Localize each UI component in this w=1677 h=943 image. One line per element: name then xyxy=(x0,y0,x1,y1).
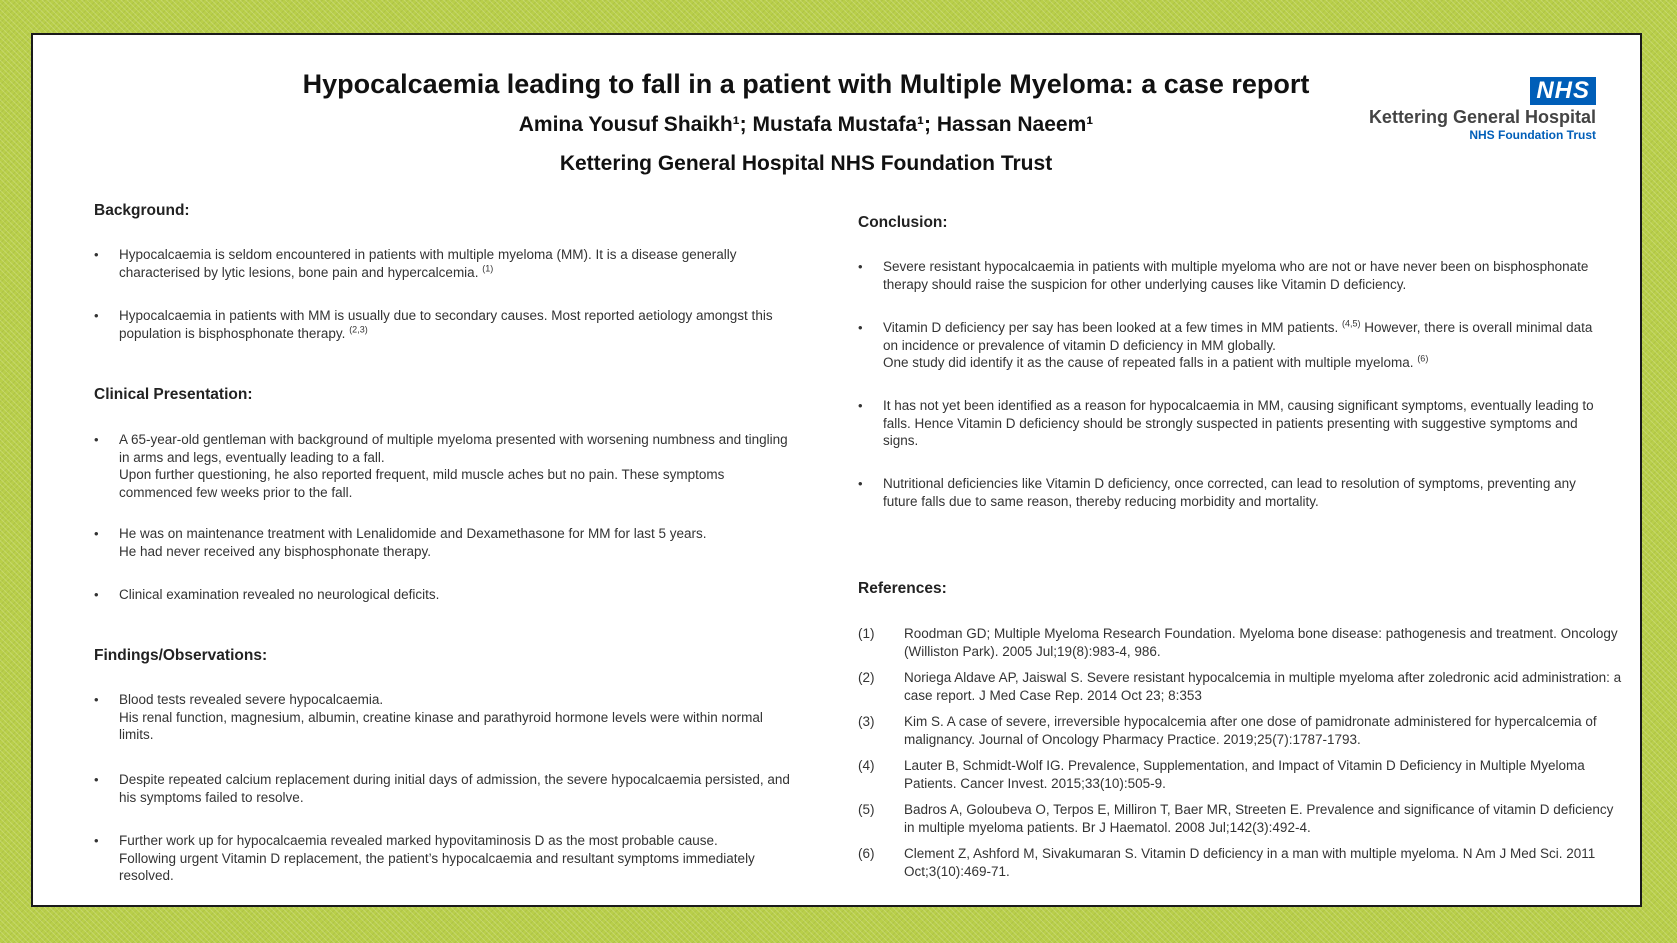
clinical-bullet: • Clinical examination revealed no neurological deficits. xyxy=(94,586,797,604)
background-bullet: • Hypocalcaemia is seldom encountered in patients with multiple myeloma (MM). It is a disease generally characterised by lytic lesions, bone pain and hypercalcemia. $^{(1)}$ xyxy=(94,246,797,281)
clinical-bullet: • He was on maintenance treatment with Lenalidomide and Dexamethasone for MM for last 5 years. He had never received any bisphosphonate therapy. xyxy=(94,525,797,560)
logo-trust-name: NHS Foundation Trust xyxy=(1469,128,1596,142)
clinical-heading: Clinical Presentation: xyxy=(94,386,253,403)
logo-org-name: Kettering General Hospital xyxy=(1368,107,1596,127)
poster-title: Hypocalcaemia leading to fall in a patient with Multiple Myeloma: a case report xyxy=(302,69,1310,99)
reference-item: (2) Noriega Aldave AP, Jaiswal S. Severe resistant hypocalcemia in multiple myeloma after zoledronic acid administration: a case report. J Med Case Rep. 2014 Oct 23; 8:353 xyxy=(858,670,1622,703)
reference-item: (6) Clement Z, Ashford M, Sivakumaran S. Vitamin D deficiency in a man with multiple myeloma. N Am J Med Sci. 2011 Oct;3(10):469-71. xyxy=(858,846,1596,879)
reference-item: (3) Kim S. A case of severe, irreversible hypocalcemia after one dose of pamidronate administered for hypercalcemia of malignancy. Journal of Oncology Pharmacy Practice. 2019;25(7):1787-1793. xyxy=(858,714,1597,747)
nhs-logo-mark: NHS xyxy=(1530,77,1596,105)
references-heading: References: xyxy=(858,580,947,597)
findings-bullet: • Blood tests revealed severe hypocalcaemia. His renal function, magnesium, albumin, creatine kinase and parathyroid hormone levels were within normal limits. xyxy=(94,691,797,744)
conclusion-bullet: • It has not yet been identified as a reason for hypocalcaemia in MM, causing significant symptoms, eventually leading to falls. Hence Vitamin D deficiency should be strongly suspected in patients presenting with suggestive symptoms and signs. xyxy=(858,397,1603,450)
nhs-logo xyxy=(1356,77,1596,142)
conclusion-heading: Conclusion: xyxy=(858,214,948,231)
findings-bullet: • Further work up for hypocalcaemia revealed marked hypovitaminosis D as the most probable cause. Following urgent Vitamin D replacement, the patient’s hypocalcaemia and resultant symptoms immediately resolved. xyxy=(94,832,797,885)
background-bullet: • Hypocalcaemia in patients with MM is usually due to secondary causes. Most reported aetiology amongst this population is bisphosphonate therapy. $^{(2,3)}$ xyxy=(94,307,797,342)
affiliation: Kettering General Hospital NHS Foundation Trust xyxy=(559,152,1053,175)
poster xyxy=(31,33,1642,907)
conclusion-bullet: • Vitamin D deficiency per say has been looked at a few times in MM patients. $^{(4,5)}$ However, there is overall minimal data on incidence or prevalence of vitamin D deficiency in MM globally. One study did identify it as the cause of repeated falls in a patient with multiple myeloma. $^{(6)}$ xyxy=(858,319,1603,372)
findings-bullet: • Despite repeated calcium replacement during initial days of admission, the severe hypocalcaemia persisted, and his symptoms failed to resolve. xyxy=(94,771,797,806)
background-heading: Background: xyxy=(94,202,190,219)
findings-heading: Findings/Observations: xyxy=(94,647,268,664)
reference-item: (1) Roodman GD; Multiple Myeloma Research Foundation. Myeloma bone disease: pathogenesis and treatment. Oncology (Williston Park). 2005 Jul;19(8):983-4, 986. xyxy=(858,626,1618,659)
clinical-bullet: • A 65-year-old gentleman with background of multiple myeloma presented with worsening numbness and tingling in arms and legs, eventually leading to a fall. Upon further questioning, he also reported frequent, mild muscle aches but no pain. These symptoms commenced few weeks prior to the fall. xyxy=(94,431,797,501)
authors: Amina Yousuf Shaikh¹; Mustafa Mustafa¹; Hassan Naeem¹ xyxy=(518,113,1094,136)
conclusion-bullet: • Severe resistant hypocalcaemia in patients with multiple myeloma who are not or have never been on bisphosphonate therapy should raise the suspicion for other underlying causes like Vitamin D deficiency. xyxy=(858,258,1603,293)
reference-item: (4) Lauter B, Schmidt-Wolf IG. Prevalence, Supplementation, and Impact of Vitamin D Deficiency in Multiple Myeloma Patients. Cancer Invest. 2015;33(10):505-9. xyxy=(858,758,1585,791)
conclusion-bullet: • Nutritional deficiencies like Vitamin D deficiency, once corrected, can lead to resolution of symptoms, preventing any future falls due to same reason, thereby reducing morbidity and mortality. xyxy=(858,475,1603,510)
reference-item: (5) Badros A, Goloubeva O, Terpos E, Milliron T, Baer MR, Streeten E. Prevalence and significance of vitamin D deficiency in multiple myeloma patients. Br J Haematol. 2008 Jul;142(3):492-4. xyxy=(858,802,1614,835)
